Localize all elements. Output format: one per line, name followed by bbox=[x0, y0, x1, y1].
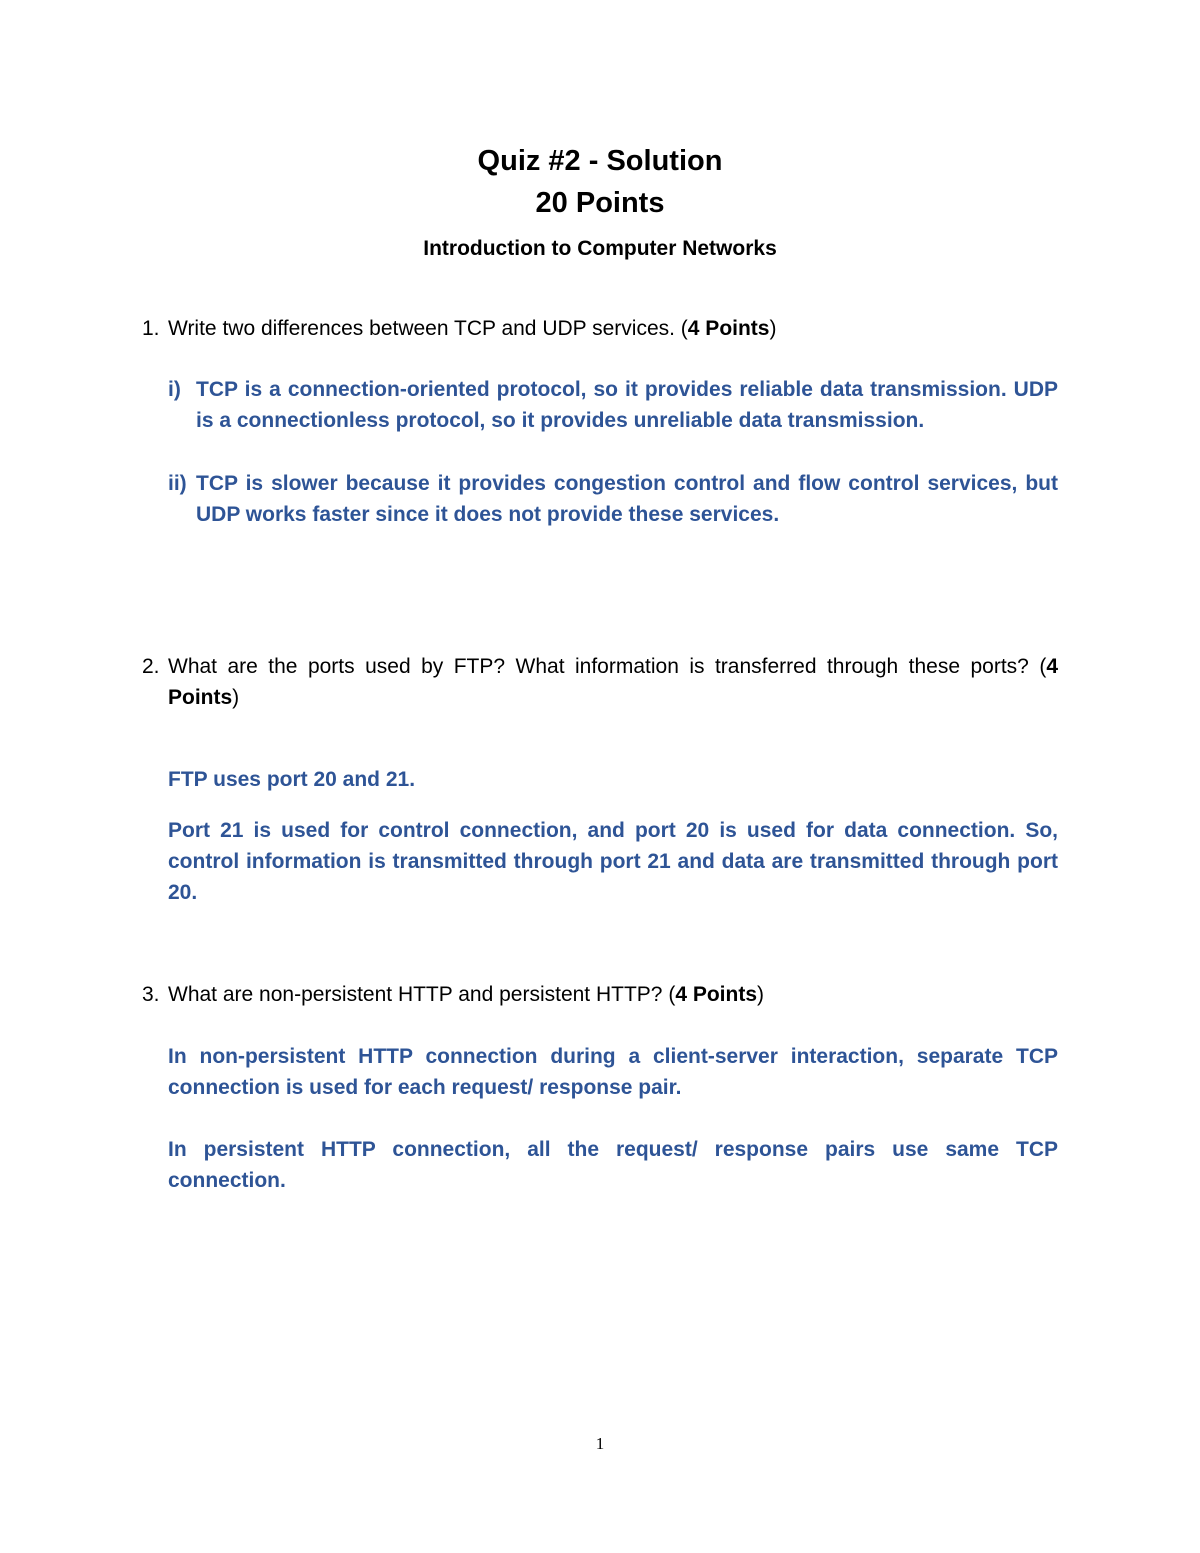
page-number: 1 bbox=[595, 1434, 605, 1453]
question-points: 4 Points bbox=[675, 983, 757, 1006]
answer-text: Port 21 is used for control connection, and port 20 is used for data connection. So, control information is transmitted through port 21 and data are transmitted through port 20. bbox=[168, 819, 1058, 904]
question-text: Write two differences between TCP and UDP services. (4 Points) bbox=[168, 317, 777, 340]
course-name: Introduction to Computer Networks bbox=[423, 237, 777, 260]
question-points: 4 Points bbox=[687, 317, 770, 340]
question-1 bbox=[142, 313, 1058, 344]
answer-marker: i) bbox=[168, 378, 181, 401]
answer-text: FTP uses port 20 and 21. bbox=[168, 768, 416, 791]
answer-text: In non-persistent HTTP connection during a client-server interaction, separate TCP connection is used for each request/ response pair. bbox=[168, 1045, 1058, 1099]
answer-marker: ii) bbox=[168, 472, 187, 495]
answer-item bbox=[168, 468, 1058, 530]
answer-text: TCP is slower because it provides congestion control and flow control services, but UDP works faster since it does not provide these services. bbox=[196, 472, 1058, 526]
question-3 bbox=[142, 979, 1058, 1010]
question-text: What are the ports used by FTP? What information is transferred through these ports? (4 Points) bbox=[168, 655, 1058, 709]
total-points: 20 Points bbox=[535, 187, 665, 219]
question-2 bbox=[142, 651, 1058, 713]
answer-item bbox=[168, 374, 1058, 436]
page-title: Quiz #2 - Solution bbox=[477, 145, 723, 177]
question-number: 1. bbox=[142, 317, 160, 340]
answer-text: TCP is a connection-oriented protocol, so it provides reliable data transmission. UDP is a connectionless protocol, so it provides unreliable data transmission. bbox=[196, 378, 1058, 432]
title-block bbox=[0, 140, 1200, 264]
question-points: 4 Points bbox=[168, 655, 1058, 709]
answer-text: In persistent HTTP connection, all the request/ response pairs use same TCP connection. bbox=[168, 1138, 1058, 1192]
question-number: 2. bbox=[142, 655, 160, 678]
question-number: 3. bbox=[142, 983, 160, 1006]
question-text: What are non-persistent HTTP and persistent HTTP? (4 Points) bbox=[168, 983, 764, 1006]
